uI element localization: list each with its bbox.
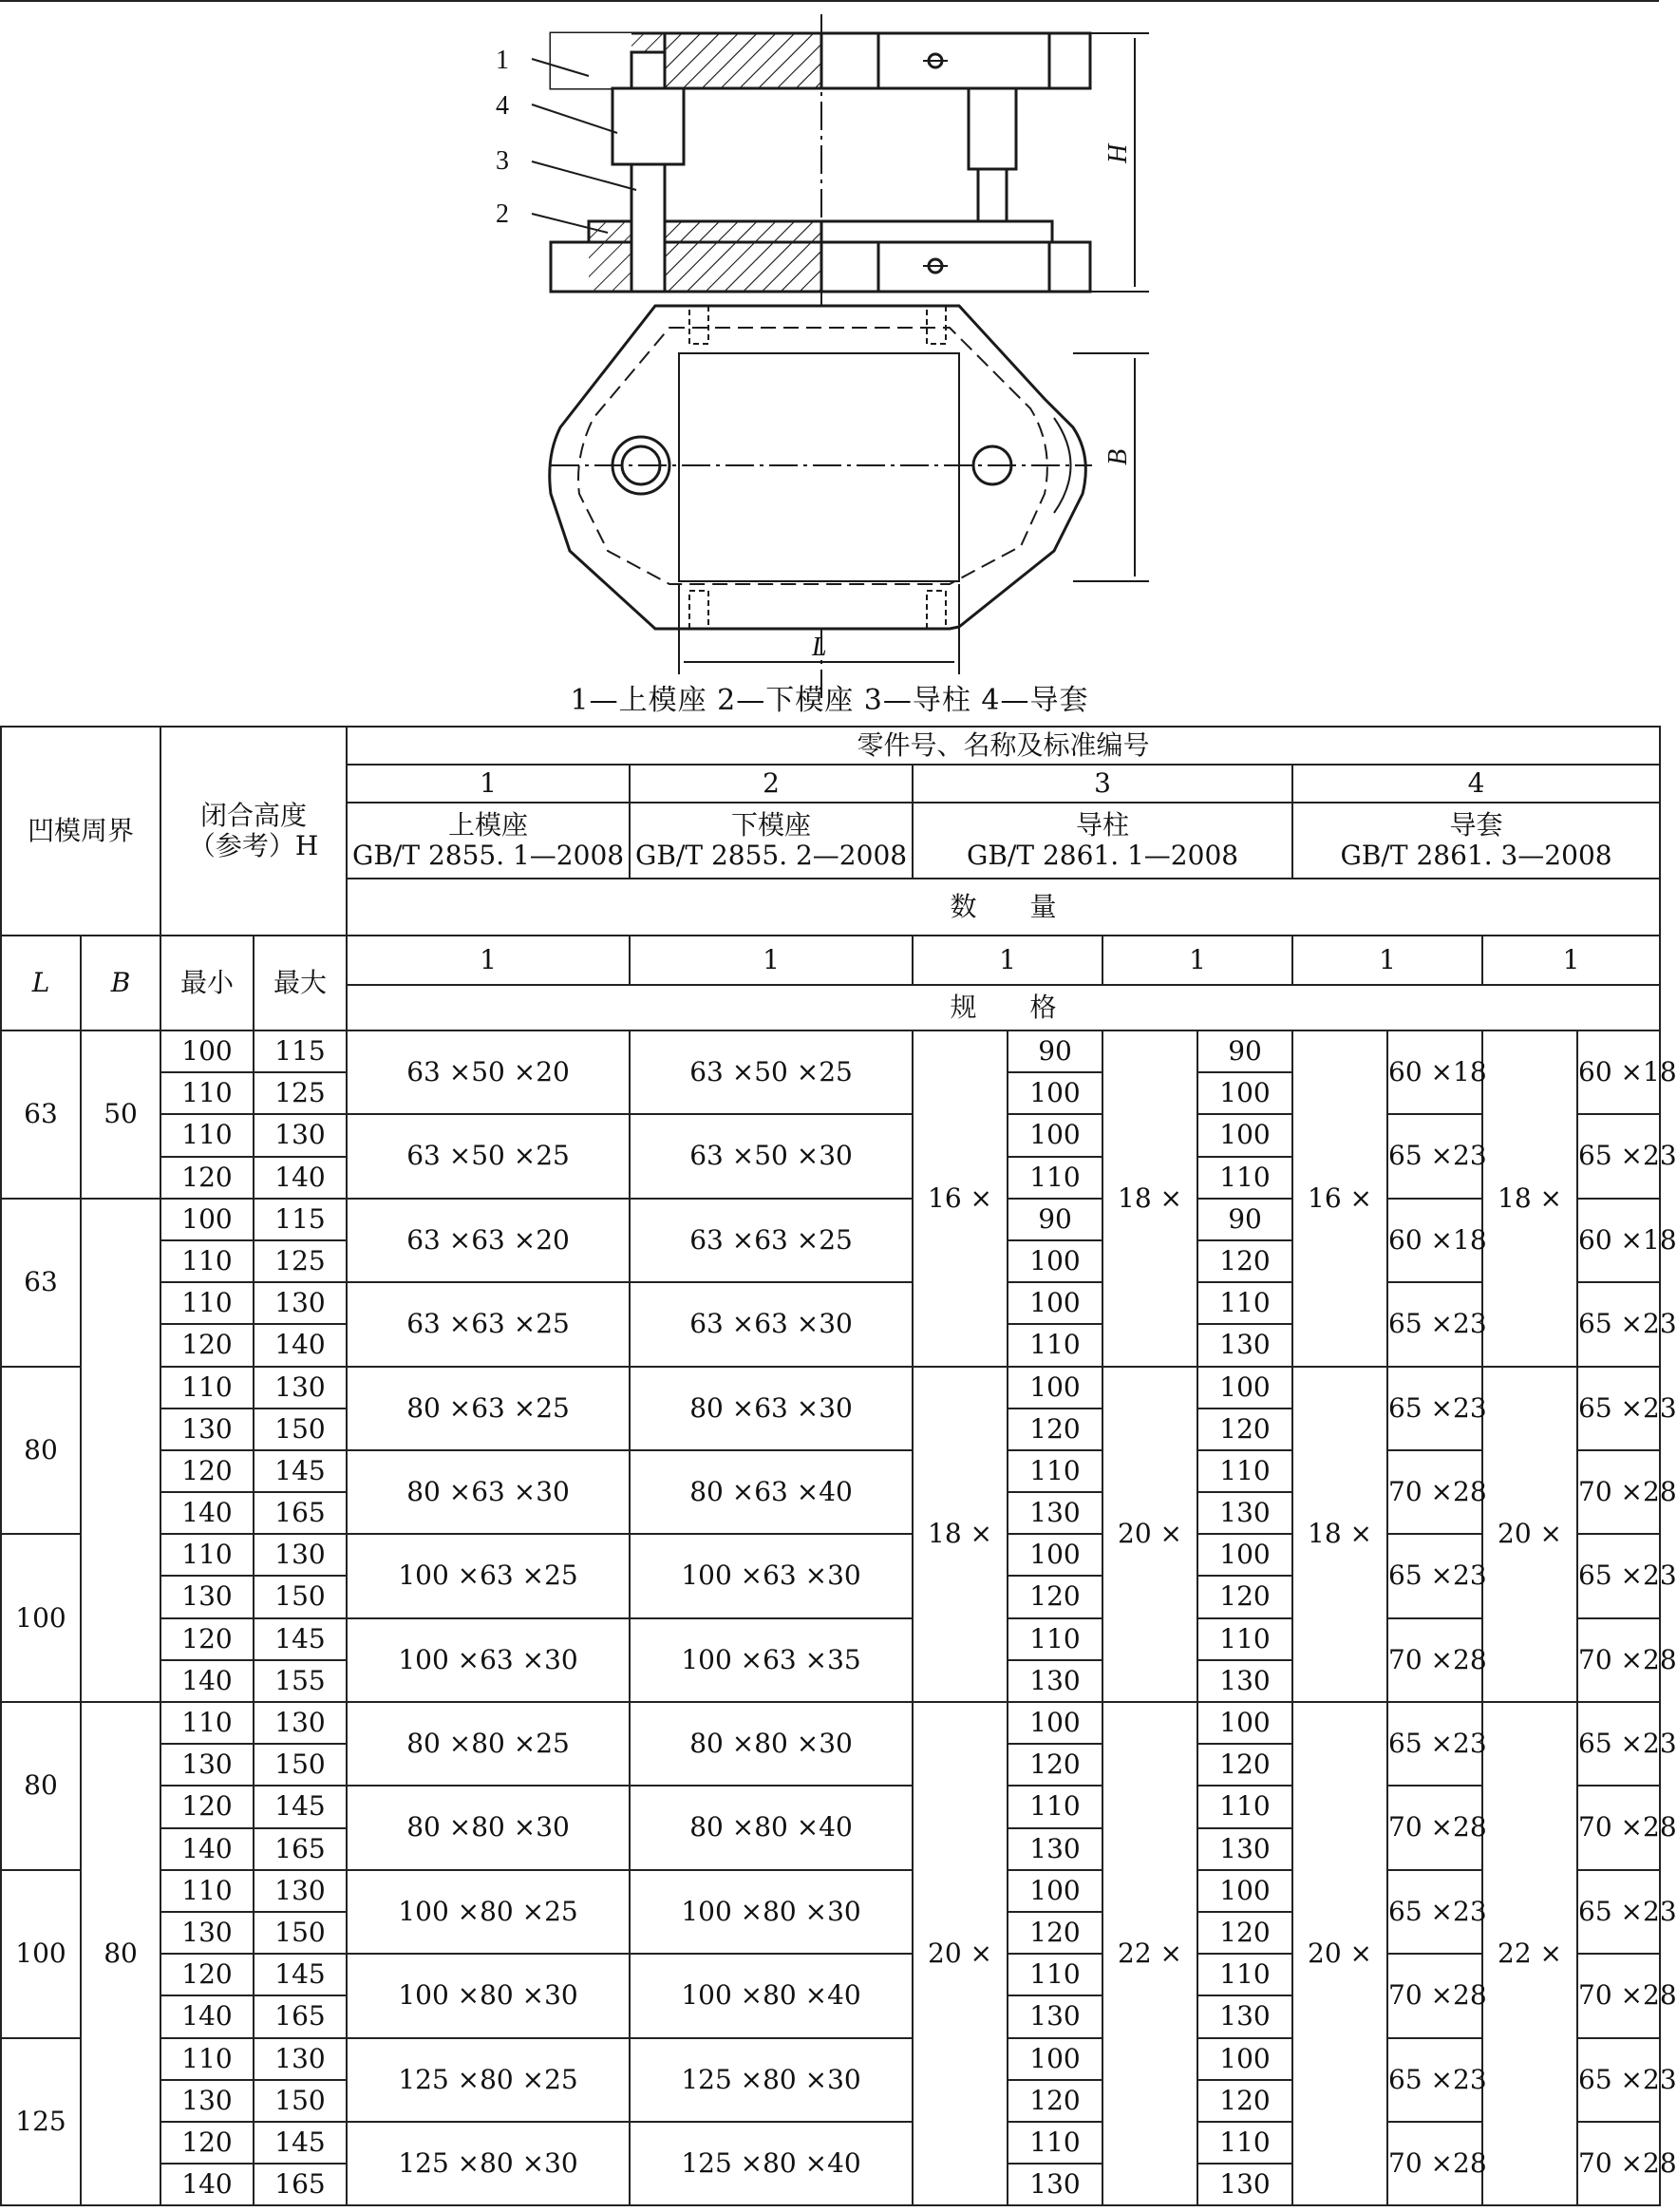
cell-pillar-len-b: 120 [1197,1576,1292,1617]
cell-pillar-len-a: 100 [1008,2038,1102,2080]
cell-pillar-len-b: 130 [1197,1492,1292,1534]
cell-h-min: 120 [160,1954,254,1995]
part-name-4: 导套 GB/T 2861. 3—2008 [1292,803,1660,879]
cell-bush-spec-a: 70 ×28 [1387,1786,1482,1869]
cell-h-min: 140 [160,1492,254,1534]
part-label-1: 1 [496,46,509,75]
cell-bush-spec-b: 65 ×23 [1577,1282,1660,1366]
plan-view [550,306,1149,674]
cell-h-max: 150 [254,1912,347,1954]
cell-pillar-len-a: 90 [1008,1030,1102,1072]
part-name-3: 导柱 GB/T 2861. 1—2008 [913,803,1292,879]
cell-lower-base: 100 ×63 ×35 [630,1618,913,1702]
part-label-2: 2 [496,199,509,229]
cell-pillar-len-a: 130 [1008,1660,1102,1702]
cell-pillar-len-a: 90 [1008,1199,1102,1240]
cell-bush-spec-b: 70 ×28 [1577,1954,1660,2037]
cell-pillar-len-a: 120 [1008,1408,1102,1450]
cell-lower-base: 100 ×80 ×40 [630,1954,913,2037]
dim-B-label: B [1103,448,1133,465]
cell-pillar-dia-b: 18 × [1102,1030,1197,1367]
cell-pillar-len-b: 100 [1197,1114,1292,1156]
cell-bush-spec-a: 65 ×23 [1387,1534,1482,1617]
cell-bush-spec-b: 65 ×23 [1577,1870,1660,1954]
cell-bush-spec-a: 70 ×28 [1387,1954,1482,2037]
cell-h-min: 110 [160,1282,254,1324]
cell-h-min: 120 [160,1618,254,1660]
cell-bush-spec-b: 70 ×28 [1577,1450,1660,1534]
table-row [1,1450,1660,1492]
cell-pillar-len-b: 100 [1197,1870,1292,1912]
cell-pillar-len-a: 130 [1008,1828,1102,1870]
cell-upper-base: 100 ×63 ×30 [347,1618,630,1702]
cell-pillar-len-b: 110 [1197,1282,1292,1324]
header-min: 最小 [160,936,254,1030]
qty-3b: 1 [1102,936,1292,985]
cell-pillar-len-b: 110 [1197,1618,1292,1660]
cell-pillar-len-b: 120 [1197,1744,1292,1786]
cell-h-max: 145 [254,1786,347,1827]
cell-pillar-len-b: 110 [1197,2122,1292,2164]
cell-bush-spec-a: 65 ×23 [1387,1702,1482,1786]
spec-label: 规 格 [347,985,1660,1030]
table-row [1,1954,1660,1995]
qty-3a: 1 [913,936,1102,985]
qty-4a: 1 [1292,936,1482,985]
cell-lower-base: 63 ×50 ×25 [630,1030,913,1114]
cell-pillar-len-a: 120 [1008,1744,1102,1786]
cell-lower-base: 80 ×80 ×40 [630,1786,913,1869]
cell-upper-base: 63 ×63 ×25 [347,1282,630,1366]
cell-pillar-dia-b: 20 × [1102,1367,1197,1703]
cell-bush-spec-b: 60 ×18 [1577,1030,1660,1114]
cell-lower-base: 100 ×63 ×30 [630,1534,913,1617]
cell-lower-base: 125 ×80 ×40 [630,2122,913,2205]
cell-h-max: 165 [254,1828,347,1870]
table-row [1,1367,1660,1408]
figure-caption: 1—上模座 2—下模座 3—导柱 4—导套 [570,684,1089,717]
cell-h-max: 165 [254,1492,347,1534]
cell-upper-base: 80 ×80 ×25 [347,1702,630,1786]
cell-h-min: 110 [160,2038,254,2080]
cell-h-min: 110 [160,1702,254,1744]
cell-upper-base: 63 ×50 ×25 [347,1114,630,1198]
cell-pillar-len-b: 100 [1197,2038,1292,2080]
cell-pillar-len-a: 130 [1008,1995,1102,2037]
cell-L: 100 [1,1534,81,1702]
cell-pillar-len-a: 100 [1008,1072,1102,1114]
cell-lower-base: 63 ×63 ×25 [630,1199,913,1282]
cell-bush-dia-b: 20 × [1482,1367,1577,1703]
table-row [1,1702,1660,1744]
header-L: L [1,936,81,1030]
cell-pillar-len-b: 130 [1197,2164,1292,2205]
cell-h-min: 110 [160,1534,254,1576]
cell-h-max: 115 [254,1199,347,1240]
cell-bush-spec-a: 65 ×23 [1387,1114,1482,1198]
table-row [1,1786,1660,1827]
table-row [1,1534,1660,1576]
cell-bush-spec-b: 70 ×28 [1577,2122,1660,2205]
cell-pillar-dia-a: 18 × [913,1367,1008,1703]
cell-bush-dia-b: 18 × [1482,1030,1577,1367]
cell-h-max: 165 [254,2164,347,2205]
cell-pillar-len-a: 100 [1008,1114,1102,1156]
cell-h-max: 145 [254,2122,347,2164]
cell-pillar-len-a: 110 [1008,1786,1102,1827]
cell-bush-spec-a: 60 ×18 [1387,1030,1482,1114]
part-num-2: 2 [630,765,913,803]
cell-bush-spec-b: 70 ×28 [1577,1786,1660,1869]
cell-bush-dia-a: 18 × [1292,1367,1387,1703]
cell-L: 63 [1,1030,81,1199]
cell-bush-spec-a: 70 ×28 [1387,1450,1482,1534]
cell-pillar-len-b: 120 [1197,1912,1292,1954]
cell-h-min: 120 [160,1157,254,1199]
cell-pillar-len-b: 120 [1197,2080,1292,2122]
cell-h-min: 140 [160,2164,254,2205]
cell-pillar-len-a: 100 [1008,1240,1102,1282]
cell-h-min: 130 [160,1744,254,1786]
cell-bush-spec-b: 65 ×23 [1577,1114,1660,1198]
qty-label: 数 量 [347,879,1660,936]
cell-h-max: 130 [254,1870,347,1912]
cell-h-max: 125 [254,1072,347,1114]
cell-h-min: 110 [160,1240,254,1282]
cell-pillar-len-a: 110 [1008,1450,1102,1492]
cell-h-max: 155 [254,1660,347,1702]
cell-pillar-len-a: 100 [1008,1870,1102,1912]
header-max: 最大 [254,936,347,1030]
cell-upper-base: 100 ×80 ×30 [347,1954,630,2037]
cell-bush-spec-a: 70 ×28 [1387,2122,1482,2205]
part-num-3: 3 [913,765,1292,803]
part-name-2: 下模座 GB/T 2855. 2—2008 [630,803,913,879]
cell-h-max: 130 [254,1114,347,1156]
cell-bush-spec-b: 65 ×23 [1577,2038,1660,2122]
cell-h-max: 115 [254,1030,347,1072]
cell-lower-base: 63 ×50 ×30 [630,1114,913,1198]
cell-lower-base: 63 ×63 ×30 [630,1282,913,1366]
cell-h-max: 150 [254,2080,347,2122]
cell-bush-dia-b: 22 × [1482,1702,1577,2205]
cell-upper-base: 100 ×80 ×25 [347,1870,630,1954]
cell-pillar-len-b: 130 [1197,1995,1292,2037]
cell-h-min: 120 [160,1324,254,1366]
cell-pillar-len-a: 120 [1008,1912,1102,1954]
cell-pillar-len-b: 100 [1197,1702,1292,1744]
cell-h-max: 130 [254,1702,347,1744]
cell-h-max: 130 [254,1534,347,1576]
cell-h-max: 165 [254,1995,347,2037]
cell-pillar-len-a: 120 [1008,2080,1102,2122]
cell-h-min: 130 [160,1912,254,1954]
cell-bush-spec-b: 65 ×23 [1577,1367,1660,1450]
cell-pillar-len-b: 90 [1197,1199,1292,1240]
cell-h-max: 150 [254,1744,347,1786]
cell-bush-spec-b: 65 ×23 [1577,1534,1660,1617]
cell-pillar-len-a: 100 [1008,1702,1102,1744]
cell-upper-base: 80 ×63 ×30 [347,1450,630,1534]
cell-pillar-len-a: 110 [1008,1324,1102,1366]
cell-pillar-len-a: 100 [1008,1367,1102,1408]
cell-lower-base: 80 ×63 ×40 [630,1450,913,1534]
cell-h-min: 110 [160,1072,254,1114]
cell-upper-base: 80 ×80 ×30 [347,1786,630,1869]
cell-h-min: 130 [160,1576,254,1617]
dim-L-label: L [812,633,827,662]
cell-pillar-len-a: 100 [1008,1282,1102,1324]
cell-h-min: 130 [160,1408,254,1450]
qty-4b: 1 [1482,936,1660,985]
cell-upper-base: 63 ×63 ×20 [347,1199,630,1282]
part-num-4: 4 [1292,765,1660,803]
cell-bush-spec-a: 65 ×23 [1387,2038,1482,2122]
cell-upper-base: 125 ×80 ×25 [347,2038,630,2122]
cell-h-max: 150 [254,1408,347,1450]
part-name-1: 上模座 GB/T 2855. 1—2008 [347,803,630,879]
cell-pillar-len-b: 100 [1197,1534,1292,1576]
cell-bush-spec-a: 65 ×23 [1387,1282,1482,1366]
cell-lower-base: 125 ×80 ×30 [630,2038,913,2122]
cell-h-min: 120 [160,1450,254,1492]
cell-h-min: 120 [160,2122,254,2164]
table-row [1,1114,1660,1156]
cell-h-min: 100 [160,1030,254,1072]
cell-lower-base: 100 ×80 ×30 [630,1870,913,1954]
cell-bush-spec-a: 70 ×28 [1387,1618,1482,1702]
qty-1: 1 [347,936,630,985]
cell-h-max: 145 [254,1618,347,1660]
table-row [1,1618,1660,1660]
cell-B: 50 [81,1030,160,1199]
table-row [1,1030,1660,1072]
die-set-drawing [0,0,1659,722]
cell-upper-base: 63 ×50 ×20 [347,1030,630,1114]
part-label-4: 4 [496,91,509,121]
dim-H-label: H [1103,143,1133,163]
cell-pillar-len-b: 110 [1197,1954,1292,1995]
cell-pillar-len-b: 110 [1197,1450,1292,1492]
cell-bush-spec-b: 60 ×18 [1577,1199,1660,1282]
cell-pillar-len-a: 100 [1008,1534,1102,1576]
cell-pillar-len-b: 120 [1197,1240,1292,1282]
cell-lower-base: 80 ×63 ×30 [630,1367,913,1450]
cell-h-min: 140 [160,1660,254,1702]
cell-pillar-len-a: 110 [1008,1157,1102,1199]
cell-upper-base: 100 ×63 ×25 [347,1534,630,1617]
cell-h-max: 150 [254,1576,347,1617]
cell-pillar-dia-a: 16 × [913,1030,1008,1367]
table-row [1,2122,1660,2164]
cell-pillar-len-b: 110 [1197,1157,1292,1199]
cell-pillar-dia-a: 20 × [913,1702,1008,2205]
cell-h-min: 140 [160,1995,254,2037]
cell-B [81,1199,160,1702]
cell-h-min: 140 [160,1828,254,1870]
cell-upper-base: 125 ×80 ×30 [347,2122,630,2205]
table-row [1,1870,1660,1912]
cell-L: 100 [1,1870,81,2038]
cell-h-max: 130 [254,1282,347,1324]
cell-pillar-len-b: 100 [1197,1072,1292,1114]
header-B: B [81,936,160,1030]
cell-pillar-len-a: 110 [1008,1618,1102,1660]
cell-h-min: 100 [160,1199,254,1240]
cell-h-max: 130 [254,2038,347,2080]
cell-bush-spec-a: 65 ×23 [1387,1367,1482,1450]
cell-pillar-len-a: 120 [1008,1576,1102,1617]
cell-B: 80 [81,1702,160,2205]
cell-L: 125 [1,2038,81,2206]
cell-L: 80 [1,1702,81,1870]
cell-pillar-len-b: 130 [1197,1324,1292,1366]
part-num-1: 1 [347,765,630,803]
header-parts: 零件号、名称及标准编号 [347,727,1660,765]
header-die-perimeter: 凹模周界 [1,727,160,936]
cell-pillar-len-b: 120 [1197,1408,1292,1450]
cell-bush-spec-a: 65 ×23 [1387,1870,1482,1954]
cell-h-max: 130 [254,1367,347,1408]
cell-h-max: 125 [254,1240,347,1282]
cell-h-max: 145 [254,1954,347,1995]
cell-pillar-len-a: 110 [1008,1954,1102,1995]
cell-h-min: 120 [160,1786,254,1827]
cell-h-min: 110 [160,1870,254,1912]
cell-pillar-len-b: 130 [1197,1660,1292,1702]
cell-bush-dia-a: 16 × [1292,1030,1387,1367]
qty-2: 1 [630,936,913,985]
cell-h-max: 140 [254,1324,347,1366]
cell-pillar-len-b: 130 [1197,1828,1292,1870]
cell-h-min: 130 [160,2080,254,2122]
cell-bush-spec-a: 60 ×18 [1387,1199,1482,1282]
cell-h-min: 110 [160,1114,254,1156]
header-closed-height: 闭合高度 （参考）H [160,727,347,936]
guide-bush [612,88,684,164]
cell-h-max: 140 [254,1157,347,1199]
cell-pillar-len-b: 90 [1197,1030,1292,1072]
cell-bush-dia-a: 20 × [1292,1702,1387,2205]
cell-lower-base: 80 ×80 ×30 [630,1702,913,1786]
cell-bush-spec-b: 65 ×23 [1577,1702,1660,1786]
table-row [1,1282,1660,1324]
cell-h-min: 110 [160,1367,254,1408]
cell-pillar-len-a: 130 [1008,2164,1102,2205]
cell-pillar-len-b: 110 [1197,1786,1292,1827]
cell-pillar-len-b: 100 [1197,1367,1292,1408]
die-set-spec-table [0,726,1677,2206]
cell-upper-base: 80 ×63 ×25 [347,1367,630,1450]
cell-h-max: 145 [254,1450,347,1492]
cell-pillar-len-a: 130 [1008,1492,1102,1534]
part-label-3: 3 [496,146,509,176]
cell-L: 80 [1,1367,81,1535]
cell-L: 63 [1,1199,81,1367]
cell-bush-spec-b: 70 ×28 [1577,1618,1660,1702]
table-row [1,2038,1660,2080]
table-row [1,1199,1660,1240]
cell-pillar-len-a: 110 [1008,2122,1102,2164]
cell-pillar-dia-b: 22 × [1102,1702,1197,2205]
